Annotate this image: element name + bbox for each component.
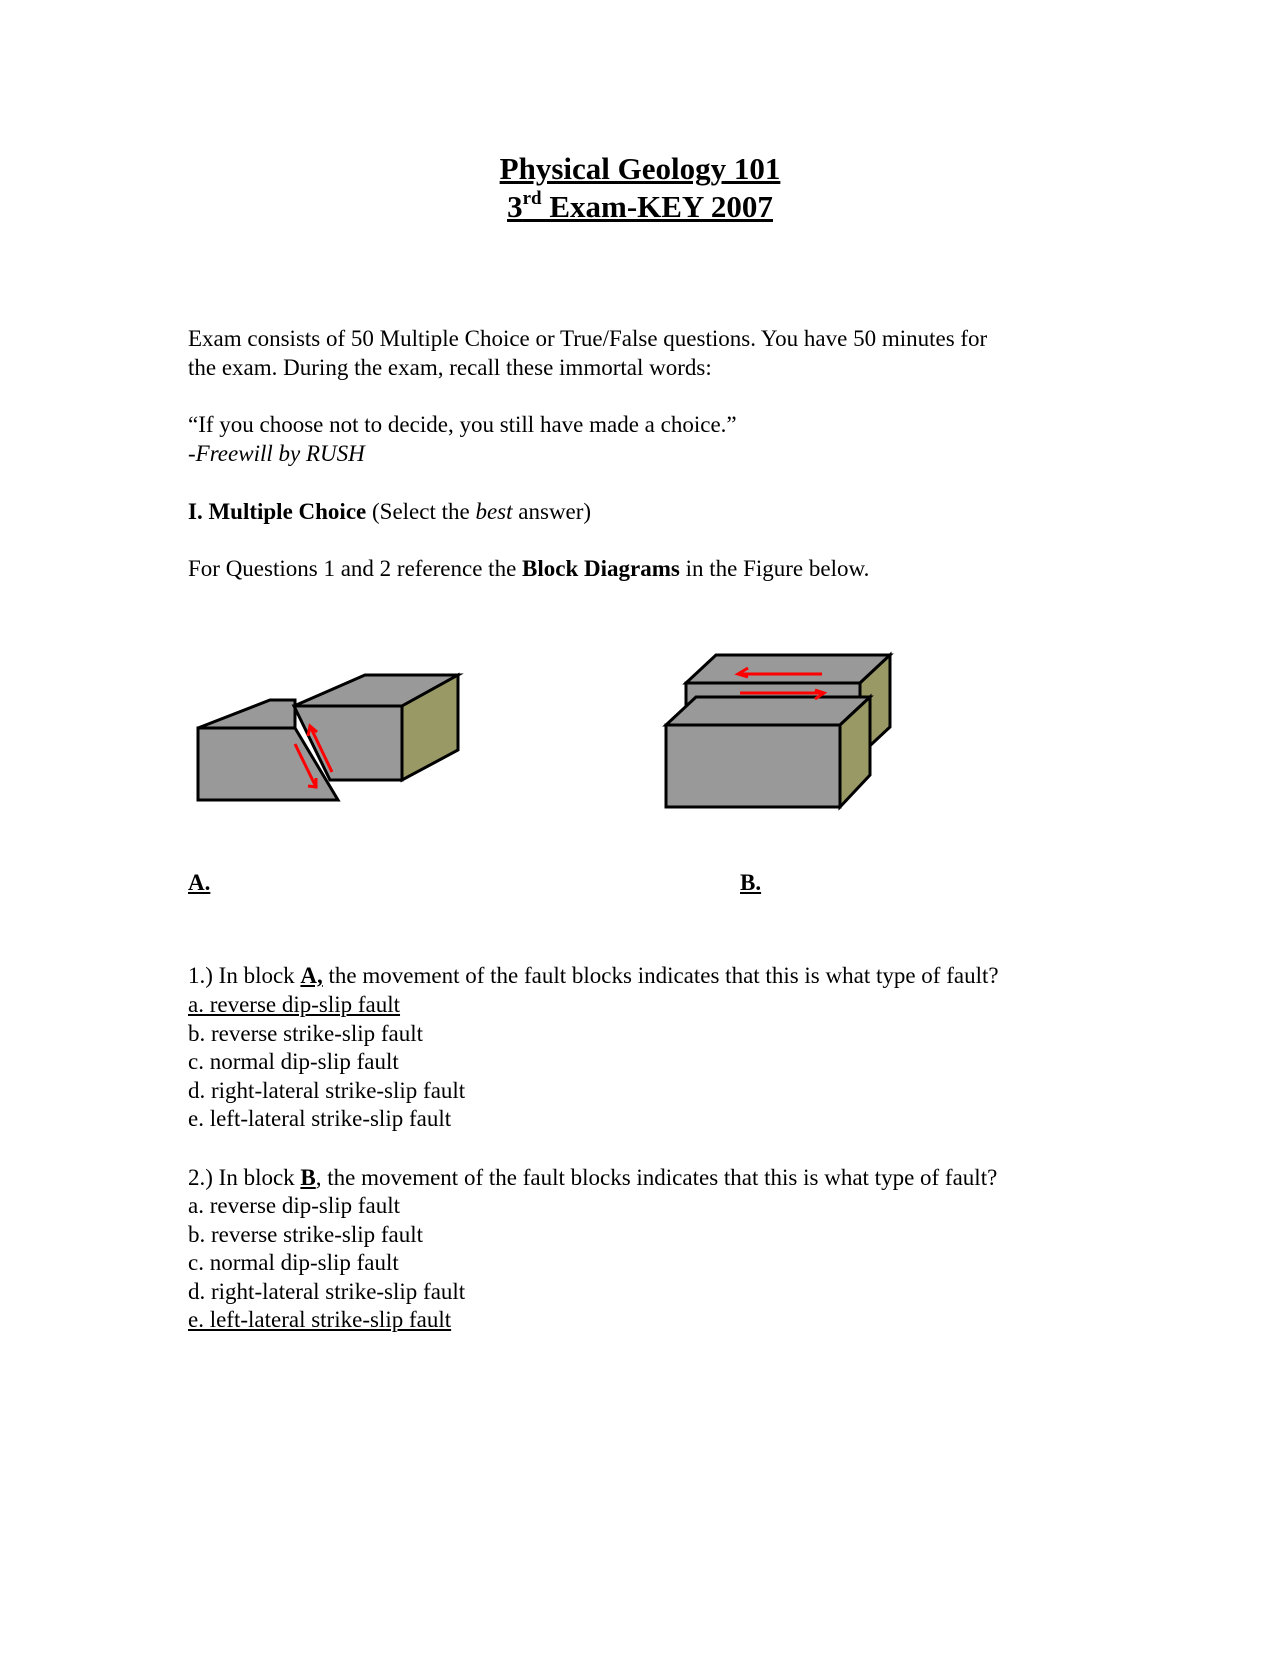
- question-1-option-b: b. reverse strike-slip fault: [188, 1021, 424, 1046]
- question-1-option-c: c. normal dip-slip fault: [188, 1049, 399, 1074]
- question-2-option-a: a. reverse dip-slip fault: [188, 1193, 401, 1218]
- block-diagram-a: [190, 660, 470, 810]
- figure-reference: For Questions 1 and 2 reference the Block Diagrams in the Figure below.: [188, 556, 870, 581]
- question-1-stem: 1.) In block A, the movement of the fault blocks indicates that this is what type of fault?: [188, 963, 999, 988]
- question-1-option-d: d. right-lateral strike-slip fault: [188, 1078, 466, 1103]
- intro-line-1: Exam consists of 50 Multiple Choice or True/False questions. You have 50 minutes for: [188, 326, 988, 351]
- quote-attribution: -Freewill by RUSH: [188, 441, 365, 466]
- quote-text: “If you choose not to decide, you still have made a choice.”: [188, 412, 737, 437]
- block-b-front-top: [666, 697, 870, 725]
- block-diagram-b: [660, 645, 910, 815]
- block-a-left-top: [198, 700, 295, 728]
- block-b-front-face: [666, 725, 840, 807]
- question-2-option-b: b. reverse strike-slip fault: [188, 1222, 424, 1247]
- intro-line-2: the exam. During the exam, recall these immortal words:: [188, 355, 712, 380]
- title-line-2: 3rd Exam-KEY 2007: [507, 188, 773, 224]
- page-subtitle: [0, 188, 1280, 226]
- question-2-option-c: c. normal dip-slip fault: [188, 1250, 399, 1275]
- section-heading: I. Multiple Choice (Select the best answer): [188, 499, 592, 524]
- question-2-option-e: e. left-lateral strike-slip fault: [188, 1307, 452, 1332]
- title-line-1: Physical Geology 101: [499, 151, 781, 186]
- figure-label-b: B.: [740, 870, 762, 895]
- figure-label-a: A.: [188, 870, 211, 895]
- page-title: [0, 150, 1280, 188]
- question-1-option-e: e. left-lateral strike-slip fault: [188, 1106, 452, 1131]
- question-2-option-d: d. right-lateral strike-slip fault: [188, 1279, 466, 1304]
- block-b-back-top: [686, 655, 890, 683]
- question-2-stem: 2.) In block B, the movement of the fault blocks indicates that this is what type of fault?: [188, 1165, 998, 1190]
- question-1-option-a: a. reverse dip-slip fault: [188, 992, 401, 1017]
